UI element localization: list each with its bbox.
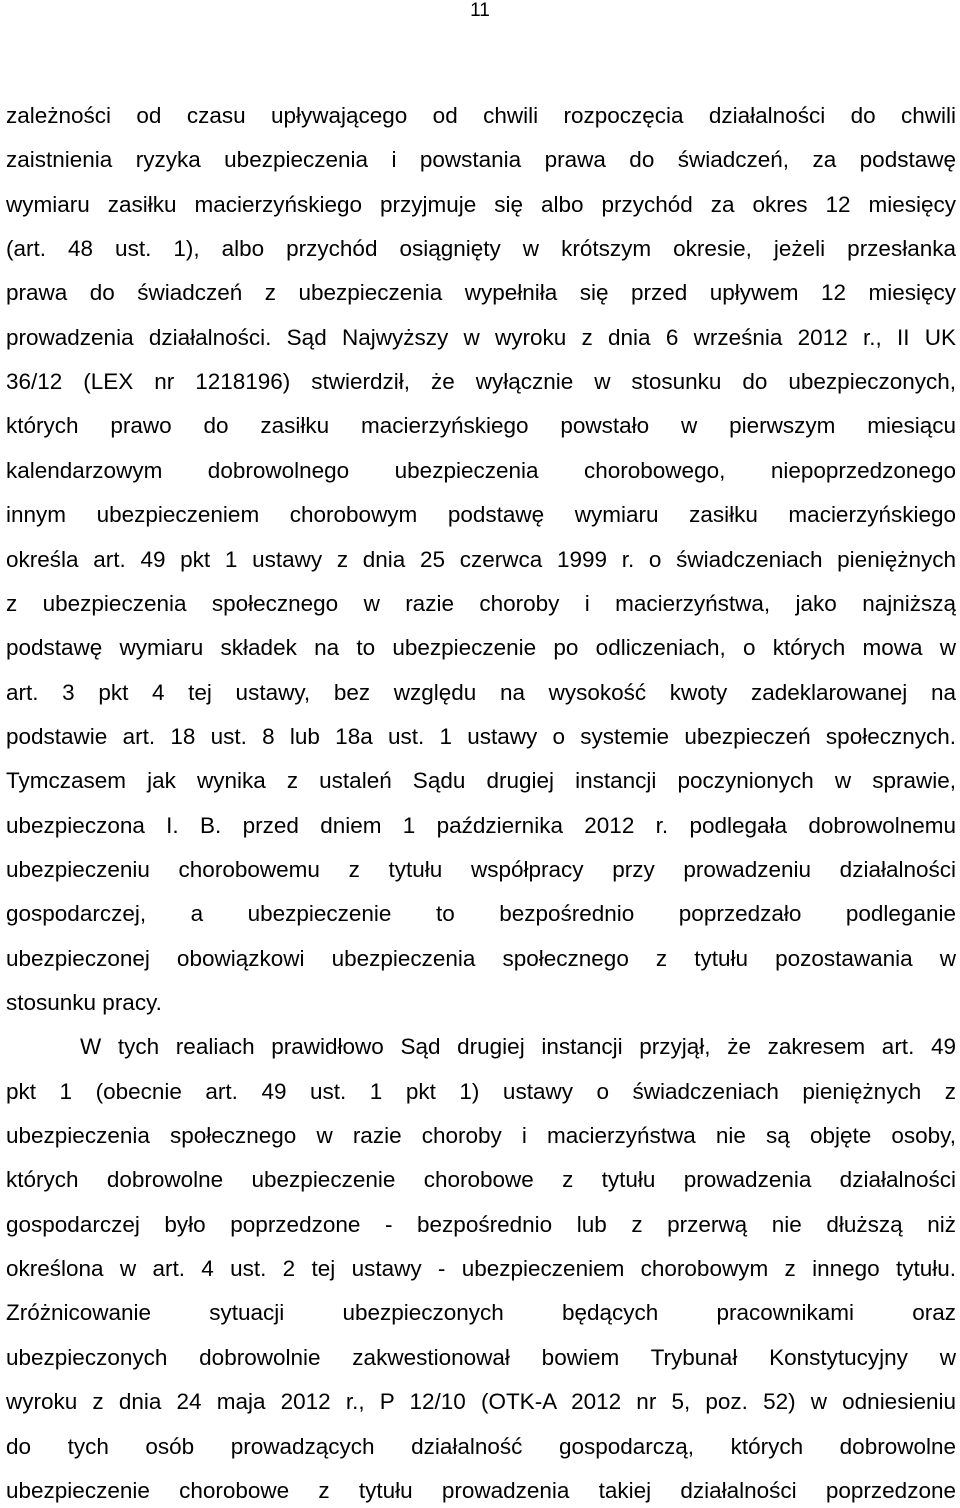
text-line: art. 3 pkt 4 tej ustawy, bez względu na wysokość kwoty zadeklarowanej na bbox=[6, 680, 956, 705]
text-line: prowadzenia działalności. Sąd Najwyższy w wyroku z dnia 6 września 2012 r., II UK bbox=[6, 325, 956, 350]
text-line: wyroku z dnia 24 maja 2012 r., P 12/10 (OTK-A 2012 nr 5, poz. 52) w odniesieniu bbox=[6, 1389, 956, 1414]
text-line: określona w art. 4 ust. 2 tej ustawy - ubezpieczeniem chorobowym z innego tytułu. bbox=[6, 1256, 956, 1281]
text-line: zaistnienia ryzyka ubezpieczenia i powstania prawa do świadczeń, za podstawę bbox=[6, 147, 956, 172]
text-line: (art. 48 ust. 1), albo przychód osiągnięty w krótszym okresie, jeżeli przesłanka bbox=[6, 236, 956, 261]
text-line: ubezpieczona I. B. przed dniem 1 października 2012 r. podlegała dobrowolnemu bbox=[6, 813, 956, 838]
text-line: gospodarczej, a ubezpieczenie to bezpośrednio poprzedzało podleganie bbox=[6, 901, 956, 926]
text-line: z ubezpieczenia społecznego w razie choroby i macierzyństwa, jako najniższą bbox=[6, 591, 956, 616]
text-line: wymiaru zasiłku macierzyńskiego przyjmuje się albo przychód za okres 12 miesięcy bbox=[6, 192, 956, 217]
text-line: ubezpieczenie chorobowe z tytułu prowadzenia takiej działalności poprzedzone bbox=[6, 1478, 956, 1503]
text-line: gospodarczej było poprzedzone - bezpośrednio lub z przerwą nie dłuższą niż bbox=[6, 1212, 956, 1237]
text-line: których prawo do zasiłku macierzyńskiego powstało w pierwszym miesiącu bbox=[6, 413, 956, 438]
text-line: ubezpieczonych dobrowolnie zakwestionował bowiem Trybunał Konstytucyjny w bbox=[6, 1345, 956, 1370]
page-number: 11 bbox=[470, 0, 490, 21]
text-line: innym ubezpieczeniem chorobowym podstawę wymiaru zasiłku macierzyńskiego bbox=[6, 502, 956, 527]
text-line: stosunku pracy. bbox=[6, 990, 162, 1015]
text-line: kalendarzowym dobrowolnego ubezpieczenia chorobowego, niepoprzedzonego bbox=[6, 458, 956, 483]
text-line: podstawę wymiaru składek na to ubezpieczenie po odliczeniach, o których mowa w bbox=[6, 635, 956, 660]
text-line: pkt 1 (obecnie art. 49 ust. 1 pkt 1) ustawy o świadczeniach pieniężnych z bbox=[6, 1079, 956, 1104]
text-line: Tymczasem jak wynika z ustaleń Sądu drugiej instancji poczynionych w sprawie, bbox=[6, 768, 956, 793]
text-line: ubezpieczonej obowiązkowi ubezpieczenia społecznego z tytułu pozostawania w bbox=[6, 946, 956, 971]
text-line: których dobrowolne ubezpieczenie chorobowe z tytułu prowadzenia działalności bbox=[6, 1167, 956, 1192]
text-line: ubezpieczenia społecznego w razie choroby i macierzyństwa nie są objęte osoby, bbox=[6, 1123, 956, 1148]
text-line: do tych osób prowadzących działalność gospodarczą, których dobrowolne bbox=[6, 1434, 956, 1459]
text-line: podstawie art. 18 ust. 8 lub 18a ust. 1 ustawy o systemie ubezpieczeń społecznych. bbox=[6, 724, 956, 749]
text-line: prawa do świadczeń z ubezpieczenia wypełniła się przed upływem 12 miesięcy bbox=[6, 280, 956, 305]
text-line: ubezpieczeniu chorobowemu z tytułu współpracy przy prowadzeniu działalności bbox=[6, 857, 956, 882]
text-line: W tych realiach prawidłowo Sąd drugiej instancji przyjął, że zakresem art. 49 bbox=[80, 1034, 956, 1059]
text-line: określa art. 49 pkt 1 ustawy z dnia 25 czerwca 1999 r. o świadczeniach pieniężnych bbox=[6, 547, 956, 572]
text-line: 36/12 (LEX nr 1218196) stwierdził, że wyłącznie w stosunku do ubezpieczonych, bbox=[6, 369, 956, 394]
text-line: zależności od czasu upływającego od chwili rozpoczęcia działalności do chwili bbox=[6, 103, 956, 128]
text-line: Zróżnicowanie sytuacji ubezpieczonych będących pracownikami oraz bbox=[6, 1300, 956, 1325]
